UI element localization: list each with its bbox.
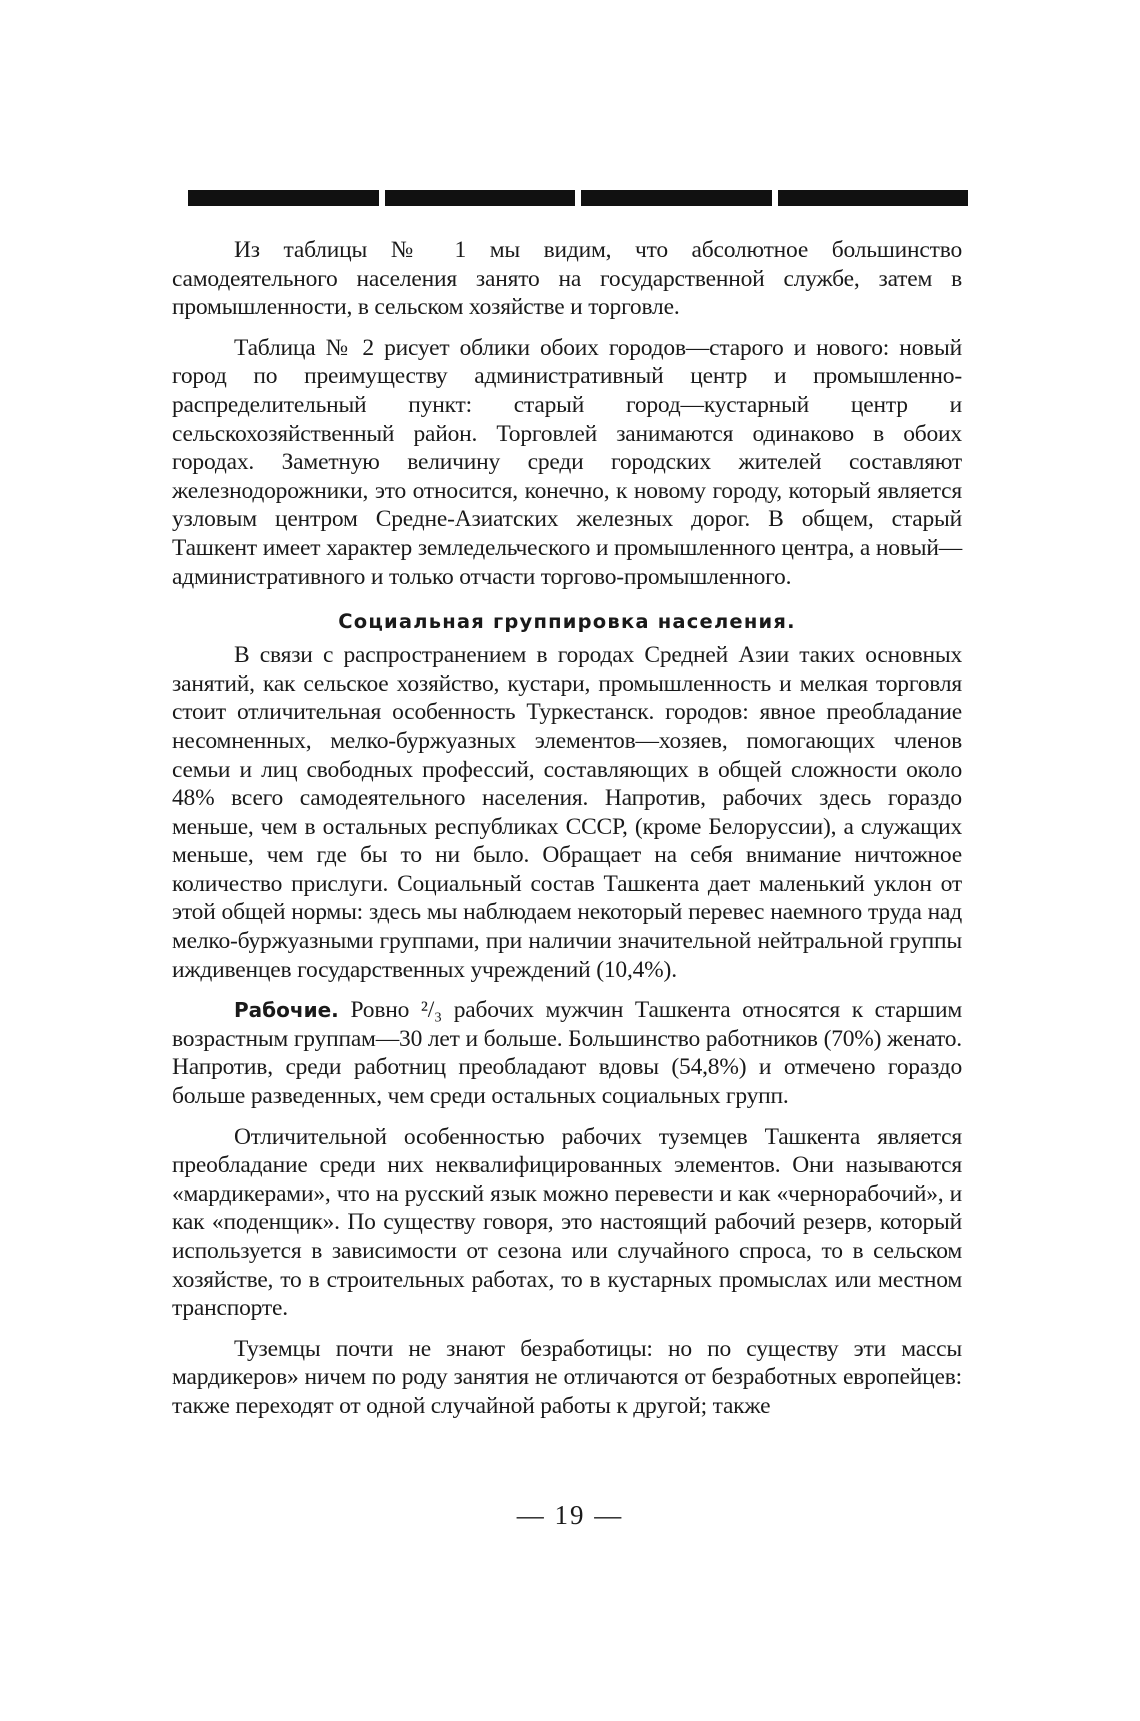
text-column [172,236,962,1421]
paragraph-social-grouping: В связи с распространением в городах Средней Азии таких основных занятий, как сельское хозяйство, кустари, промышленность и мелкая торговля стоит отличительная особенность Туркестанск. городов: явное преобладание несомненных, мелко-буржуазных элементов—хозяев, помогающих членов семьи и лиц свободных профессий, составляющих в общей сложности около 48% всего самодеятельного населения. Напротив, рабочих здесь гораздо меньше, чем в остальных республиках СССР, (кроме Белоруссии), а служащих меньше, чем где бы то ни было. Обращает на себя внимание ничтожное количество прислуги. Социальный состав Ташкента дает маленький уклон от этой общей нормы: здесь мы наблюдаем некоторый перевес наемного труда над мелко-буржуазными группами, при наличии значительной нейтральной группы иждивенцев государственных учреждений (10,4%). [172,642,962,983]
page-number: — 19 — [516,1500,624,1530]
paragraph-native-workers: Отличительной особенностью рабочих туземцев Ташкента является преобладание среди них неквалифицированных элементов. Они называются «мардикерами», что на русский язык можно перевести и как «чернорабочий», и как «поденщик». По существу говоря, это настоящий рабочий резерв, который используется в зависимости от сезона или случайного спроса, то в сельском хозяйстве, то в строительных работах, то в кустарных промыслах или местном транспорте. [172,1123,962,1322]
section-heading: Социальная группировка населения. [338,610,796,634]
paragraph-table-1: Из таблицы № 1 мы видим, что абсолютное большинство самодеятельного населения занято на государственной службе, затем в промышленности, в сельском хозяйстве и торговле. [172,237,962,321]
header-rule-segment [778,190,969,206]
header-rule [188,190,968,206]
workers-text: Ровно ²/₃ рабочих мужчин Ташкента относятся к старшим возрастным группам—30 лет и больше. Большинство работников (70%) женато. Напротив, среди работниц преобладают вдовы (54,8%) и отмечено гораздо больше разведенных, чем среди остальных социальных групп. [172,997,962,1110]
paragraph-unemployment: Туземцы почти не знают безработицы: но по существу эти массы мардикеров» ничем по роду занятия не отличаются от безработных европейцев: также переходят от одной случайной работы к другой; также [172,1335,962,1419]
header-rule-segment [581,190,772,206]
paragraph-workers [172,996,962,1110]
workers-runin-heading: Рабочие. [234,998,339,1023]
header-rule-segment [385,190,576,206]
header-rule-segment [188,190,379,206]
paragraph-table-2: Таблица № 2 рисует облики обоих городов—старого и нового: новый город по преимуществу административный центр и промышленно-распределительный пункт: старый город—кустарный центр и сельскохозяйственный район. Торговлей занимаются одинаково в обоих городах. Заметную величину среди городских жителей составляют железнодорожники, это относится, конечно, к новому городу, который является узловым центром Средне-Азиатских железных дорог. В общем, старый Ташкент имеет характер земледельческого и промышленного центра, а новый—административного и только отчасти торгово-промышленного. [172,334,962,590]
